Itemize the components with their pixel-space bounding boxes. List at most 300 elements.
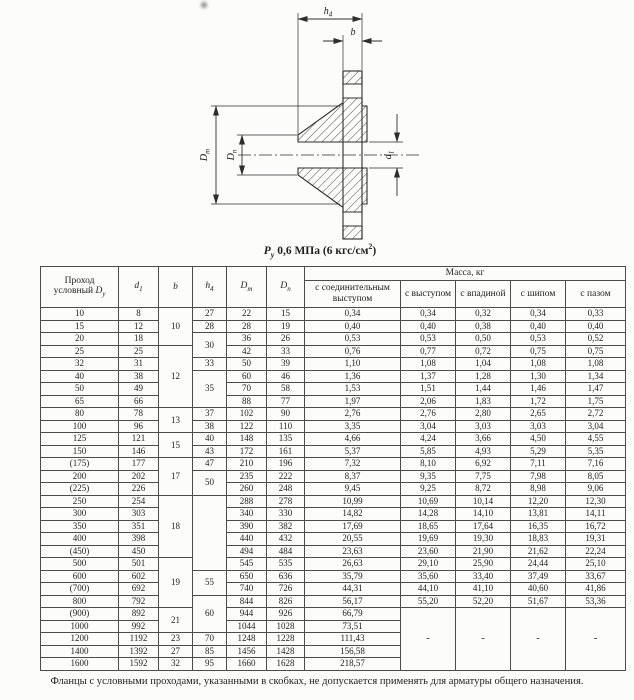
table-row	[41, 383, 626, 396]
cell-mass: 16,72	[566, 520, 626, 533]
cell-mass: 4,24	[401, 433, 456, 446]
cell-dy: 125	[41, 433, 119, 446]
table-row	[41, 520, 626, 533]
cell-b: 19	[159, 558, 193, 608]
cell-b: 12	[159, 345, 193, 408]
cell-dy: 200	[41, 470, 119, 483]
cell-mass: 2,80	[456, 408, 511, 421]
cell-dm: 172	[227, 445, 267, 458]
table-row	[41, 545, 626, 558]
cell-mass: 5,29	[511, 445, 566, 458]
cell-h4: 47	[193, 458, 227, 471]
cell-dm: 494	[227, 545, 267, 558]
cell-h4: 37	[193, 408, 227, 421]
cell-dn: 196	[267, 458, 305, 471]
cell-dn: 926	[267, 608, 305, 621]
cell-mass: 12,20	[511, 495, 566, 508]
cell-mass: 9,45	[305, 483, 401, 496]
table-row	[41, 408, 626, 421]
cell-mass: 0,75	[566, 345, 626, 358]
cell-b: 17	[159, 458, 193, 496]
cell-d1: 78	[119, 408, 159, 421]
table-row	[41, 483, 626, 496]
cell-mass: 7,11	[511, 458, 566, 471]
table-row	[41, 533, 626, 546]
cell-mass: 3,66	[456, 433, 511, 446]
cell-h4: 70	[193, 633, 227, 646]
cell-mass: 44,31	[305, 583, 401, 596]
cell-mass: 1,08	[566, 358, 626, 371]
cell-dm: 28	[227, 320, 267, 333]
cell-d1: 226	[119, 483, 159, 496]
cell-mass: 1,10	[305, 358, 401, 371]
cell-mass: 9,06	[566, 483, 626, 496]
cell-mass: 1,51	[401, 383, 456, 396]
cell-dn: 135	[267, 433, 305, 446]
cell-dm: 650	[227, 570, 267, 583]
cell-dm: 288	[227, 495, 267, 508]
cell-mass: 56,17	[305, 595, 401, 608]
cell-mass: 18,83	[511, 533, 566, 546]
cell-mass: 0,76	[305, 345, 401, 358]
header-mass-raised: с выступом	[401, 281, 456, 308]
table-row	[41, 508, 626, 521]
cell-mass: 0,34	[305, 308, 401, 321]
cell-dm: 22	[227, 308, 267, 321]
dim-label-dm: $D_m$	[199, 148, 212, 162]
flange-ring-bottom	[343, 226, 362, 239]
cell-mass: 0,40	[511, 320, 566, 333]
cell-mass: 7,32	[305, 458, 401, 471]
flange-body-upper	[298, 98, 367, 142]
cell-dn: 1228	[267, 633, 305, 646]
cell-dn: 110	[267, 420, 305, 433]
cell-b: 27	[159, 645, 193, 658]
cell-mass: 41,86	[566, 583, 626, 596]
header-mass-recessed: с впадиной	[456, 281, 511, 308]
cell-dm: 340	[227, 508, 267, 521]
cell-dn: 535	[267, 558, 305, 571]
cell-d1: 501	[119, 558, 159, 571]
cell-mass: 21,62	[511, 545, 566, 558]
cell-mass: 5,85	[401, 445, 456, 458]
dim-label-b: b	[350, 27, 356, 38]
cell-dm: 390	[227, 520, 267, 533]
cell-dm: 740	[227, 583, 267, 596]
cell-mass: 1,37	[401, 370, 456, 383]
cell-h4: 40	[193, 433, 227, 446]
cell-mass: 12,30	[566, 495, 626, 508]
cell-dn: 1428	[267, 645, 305, 658]
cell-mass: 22,24	[566, 545, 626, 558]
cell-dm: 122	[227, 420, 267, 433]
header-b: b	[159, 267, 193, 308]
cell-mass: 7,75	[456, 470, 511, 483]
cell-dn: 248	[267, 483, 305, 496]
cell-mass-dash: -	[456, 608, 511, 671]
cell-b: 15	[159, 433, 193, 458]
cell-b: 18	[159, 495, 193, 558]
cell-mass: 0,40	[566, 320, 626, 333]
cell-dm: 60	[227, 370, 267, 383]
cell-mass: 17,64	[456, 520, 511, 533]
cell-dy: 300	[41, 508, 119, 521]
cell-mass: 55,20	[401, 595, 456, 608]
cell-mass: 20,55	[305, 533, 401, 546]
cell-mass: 23,63	[305, 545, 401, 558]
cell-mass: 2,76	[401, 408, 456, 421]
cell-d1: 892	[119, 608, 159, 621]
cell-dy: 1200	[41, 633, 119, 646]
cell-h4: 27	[193, 308, 227, 321]
cell-mass: 33,40	[456, 570, 511, 583]
cell-mass: 4,55	[566, 433, 626, 446]
cell-dm: 944	[227, 608, 267, 621]
cell-mass: 53,36	[566, 595, 626, 608]
pressure-caption: $P_у$ 0,6 МПа (6 кгс/$см^2$)	[263, 242, 377, 260]
cell-b: 23	[159, 633, 193, 646]
cell-mass: 17,69	[305, 520, 401, 533]
cell-mass: 0,40	[305, 320, 401, 333]
cell-mass: 41,10	[456, 583, 511, 596]
cell-dn: 726	[267, 583, 305, 596]
cell-mass: 8,10	[401, 458, 456, 471]
cell-mass: 35,79	[305, 570, 401, 583]
cell-dy: (450)	[41, 545, 119, 558]
cell-mass: 21,90	[456, 545, 511, 558]
cell-mass: 3,03	[511, 420, 566, 433]
cell-mass: 13,81	[511, 508, 566, 521]
cell-mass: 35,60	[401, 570, 456, 583]
cell-mass: 3,04	[401, 420, 456, 433]
cell-mass: 19,69	[401, 533, 456, 546]
cell-mass: 3,04	[566, 420, 626, 433]
cell-dm: 260	[227, 483, 267, 496]
cell-dn: 46	[267, 370, 305, 383]
cell-dm: 1044	[227, 620, 267, 633]
cell-mass-dash: -	[566, 608, 626, 671]
dim-label-d1: $d_1$	[383, 150, 396, 160]
cell-dn: 15	[267, 308, 305, 321]
cell-b: 10	[159, 308, 193, 346]
cell-dn: 1028	[267, 620, 305, 633]
cell-dn: 90	[267, 408, 305, 421]
cell-dm: 50	[227, 358, 267, 371]
cell-mass: 29,10	[401, 558, 456, 571]
cell-mass-dash: -	[511, 608, 566, 671]
cell-d1: 18	[119, 333, 159, 346]
cell-dn: 222	[267, 470, 305, 483]
cell-h4: 35	[193, 370, 227, 408]
cell-dn: 19	[267, 320, 305, 333]
cell-mass: 1,53	[305, 383, 401, 396]
cell-dn: 26	[267, 333, 305, 346]
cell-mass: 7,16	[566, 458, 626, 471]
header-mass-joint: с соединительным выступом	[305, 281, 401, 308]
cell-mass: 2,06	[401, 395, 456, 408]
cell-d1: 25	[119, 345, 159, 358]
cell-dy: 600	[41, 570, 119, 583]
cell-mass: 0,34	[401, 308, 456, 321]
table-row	[41, 358, 626, 371]
cell-mass: 1,72	[511, 395, 566, 408]
cell-h4: 28	[193, 320, 227, 333]
cell-mass: 24,44	[511, 558, 566, 571]
flange-table-container	[40, 266, 625, 671]
cell-mass: 52,20	[456, 595, 511, 608]
cell-mass: 1,97	[305, 395, 401, 408]
cell-mass: 19,31	[566, 533, 626, 546]
cell-mass: 8,05	[566, 470, 626, 483]
cell-d1: 602	[119, 570, 159, 583]
cell-dn: 278	[267, 495, 305, 508]
cell-mass: 8,72	[456, 483, 511, 496]
flange-table	[40, 266, 626, 671]
table-row	[41, 445, 626, 458]
cell-mass: 1,75	[566, 395, 626, 408]
cell-d1: 254	[119, 495, 159, 508]
cell-d1: 146	[119, 445, 159, 458]
cell-mass: 1,47	[566, 383, 626, 396]
cell-mass: 1,36	[305, 370, 401, 383]
cell-d1: 398	[119, 533, 159, 546]
cell-mass: 9,25	[401, 483, 456, 496]
cell-mass: 1,34	[566, 370, 626, 383]
cell-d1: 1392	[119, 645, 159, 658]
cell-mass: 1,08	[511, 358, 566, 371]
cell-mass: 1,30	[511, 370, 566, 383]
cell-mass: 0,52	[566, 333, 626, 346]
cell-mass: 19,30	[456, 533, 511, 546]
cell-mass: 3,35	[305, 420, 401, 433]
cell-dy: 25	[41, 345, 119, 358]
cell-dm: 1660	[227, 658, 267, 671]
cell-mass: 51,67	[511, 595, 566, 608]
cell-mass: 14,28	[401, 508, 456, 521]
cell-dy: (225)	[41, 483, 119, 496]
cell-mass: 73,51	[305, 620, 401, 633]
cell-d1: 992	[119, 620, 159, 633]
cell-mass: 25,10	[566, 558, 626, 571]
cell-dn: 432	[267, 533, 305, 546]
cell-mass: 0,32	[456, 308, 511, 321]
cell-dy: 80	[41, 408, 119, 421]
cell-mass: 2,76	[305, 408, 401, 421]
cell-mass: 2,65	[511, 408, 566, 421]
cell-mass: 111,43	[305, 633, 401, 646]
cell-dy: 50	[41, 383, 119, 396]
table-row	[41, 333, 626, 346]
cell-dn: 33	[267, 345, 305, 358]
flange-ring-top	[343, 71, 362, 84]
cell-dy: 1000	[41, 620, 119, 633]
cell-mass: 25,90	[456, 558, 511, 571]
table-row	[41, 458, 626, 471]
cell-mass: 14,11	[566, 508, 626, 521]
cell-dy: 1600	[41, 658, 119, 671]
cell-mass: 0,53	[401, 333, 456, 346]
cell-h4: 85	[193, 645, 227, 658]
cell-mass: 0,38	[456, 320, 511, 333]
cell-mass: 16,35	[511, 520, 566, 533]
cell-mass: 33,67	[566, 570, 626, 583]
cell-mass: 40,60	[511, 583, 566, 596]
cell-dn: 382	[267, 520, 305, 533]
header-h4: $h_4$	[193, 267, 227, 308]
cell-mass: 14,10	[456, 508, 511, 521]
cell-mass: 1,08	[401, 358, 456, 371]
cell-dy: 350	[41, 520, 119, 533]
cell-dm: 148	[227, 433, 267, 446]
table-row	[41, 433, 626, 446]
cell-mass: 2,72	[566, 408, 626, 421]
table-row	[41, 420, 626, 433]
cell-h4: 50	[193, 470, 227, 495]
cell-mass: 23,60	[401, 545, 456, 558]
cell-d1: 96	[119, 420, 159, 433]
cell-mass: 10,69	[401, 495, 456, 508]
cell-dm: 844	[227, 595, 267, 608]
table-row	[41, 308, 626, 321]
cell-dn: 636	[267, 570, 305, 583]
table-row	[41, 495, 626, 508]
cell-mass: 10,99	[305, 495, 401, 508]
cell-dy: 150	[41, 445, 119, 458]
cell-mass: 1,83	[456, 395, 511, 408]
cell-dy: 10	[41, 308, 119, 321]
cell-dn: 58	[267, 383, 305, 396]
header-d1: $d_1$	[119, 267, 159, 308]
cell-mass: 1,28	[456, 370, 511, 383]
cell-dy: 100	[41, 420, 119, 433]
cell-dy: 800	[41, 595, 119, 608]
cell-mass: 14,82	[305, 508, 401, 521]
cell-d1: 66	[119, 395, 159, 408]
cell-dy: 32	[41, 358, 119, 371]
cell-dm: 440	[227, 533, 267, 546]
cell-dy: (700)	[41, 583, 119, 596]
cell-mass: 0,40	[401, 320, 456, 333]
cell-mass: 0,33	[566, 308, 626, 321]
cell-mass: 37,49	[511, 570, 566, 583]
cell-dm: 545	[227, 558, 267, 571]
cell-d1: 351	[119, 520, 159, 533]
cell-mass: 0,77	[401, 345, 456, 358]
table-row	[41, 570, 626, 583]
cell-mass: 0,34	[511, 308, 566, 321]
cell-d1: 8	[119, 308, 159, 321]
cell-mass: 0,72	[456, 345, 511, 358]
header-mass-group: Масса, кг	[305, 267, 626, 281]
cell-dm: 1456	[227, 645, 267, 658]
table-row	[41, 583, 626, 596]
cell-dn: 161	[267, 445, 305, 458]
cell-mass: 1,44	[456, 383, 511, 396]
cell-mass: 7,98	[511, 470, 566, 483]
cell-d1: 177	[119, 458, 159, 471]
cell-mass: 0,53	[305, 333, 401, 346]
table-row	[41, 558, 626, 571]
cell-mass: 1,04	[456, 358, 511, 371]
cell-d1: 692	[119, 583, 159, 596]
cell-d1: 49	[119, 383, 159, 396]
flange-drawing	[190, 2, 450, 244]
cell-mass: 8,98	[511, 483, 566, 496]
cell-dm: 210	[227, 458, 267, 471]
cell-h4: 43	[193, 445, 227, 458]
cell-dn: 77	[267, 395, 305, 408]
cell-mass: 156,58	[305, 645, 401, 658]
header-dn: $D_n$	[267, 267, 305, 308]
cell-d1: 31	[119, 358, 159, 371]
flange-body-lower	[298, 168, 367, 212]
cell-dy: 500	[41, 558, 119, 571]
cell-mass: 26,63	[305, 558, 401, 571]
cell-dy: 20	[41, 333, 119, 346]
cell-mass-dash: -	[401, 608, 456, 671]
cell-mass: 4,93	[456, 445, 511, 458]
cell-mass: 3,03	[456, 420, 511, 433]
cell-dy: (900)	[41, 608, 119, 621]
cell-h4: 55	[193, 570, 227, 595]
table-row	[41, 608, 626, 621]
cell-dm: 1248	[227, 633, 267, 646]
cell-mass: 44,10	[401, 583, 456, 596]
cell-dy: 40	[41, 370, 119, 383]
cell-mass: 218,57	[305, 658, 401, 671]
cell-d1: 121	[119, 433, 159, 446]
flange-table-body	[41, 308, 626, 671]
cell-mass: 8,37	[305, 470, 401, 483]
cell-dy: 15	[41, 320, 119, 333]
cell-dm: 36	[227, 333, 267, 346]
header-mass-groove: с пазом	[566, 281, 626, 308]
cell-h4	[193, 495, 227, 570]
cell-dm: 88	[227, 395, 267, 408]
cell-mass: 6,92	[456, 458, 511, 471]
cell-mass: 1,46	[511, 383, 566, 396]
table-row	[41, 345, 626, 358]
table-row	[41, 595, 626, 608]
cell-mass: 18,65	[401, 520, 456, 533]
cell-h4: 30	[193, 333, 227, 358]
table-row	[41, 395, 626, 408]
cell-dm: 235	[227, 470, 267, 483]
cell-h4: 60	[193, 595, 227, 633]
table-row	[41, 370, 626, 383]
cell-dy: 400	[41, 533, 119, 546]
cell-dn: 484	[267, 545, 305, 558]
cell-mass: 0,75	[511, 345, 566, 358]
cell-dm: 42	[227, 345, 267, 358]
cell-mass: 0,50	[456, 333, 511, 346]
cell-dm: 70	[227, 383, 267, 396]
cell-dy: 65	[41, 395, 119, 408]
cell-mass: 4,66	[305, 433, 401, 446]
footnote: Фланцы с условными проходами, указанными в скобках, не допускается применять для арматуры общего назначения.	[50, 676, 584, 687]
cell-d1: 12	[119, 320, 159, 333]
cell-mass: 66,79	[305, 608, 401, 621]
cell-d1: 303	[119, 508, 159, 521]
header-pass: Проход условный $D_у$	[41, 267, 119, 308]
dim-label-h4: $h_4$	[323, 6, 333, 19]
cell-mass: 5,37	[305, 445, 401, 458]
cell-b: 21	[159, 608, 193, 633]
cell-h4: 33	[193, 358, 227, 371]
cell-d1: 1192	[119, 633, 159, 646]
cell-d1: 38	[119, 370, 159, 383]
cell-dn: 1628	[267, 658, 305, 671]
